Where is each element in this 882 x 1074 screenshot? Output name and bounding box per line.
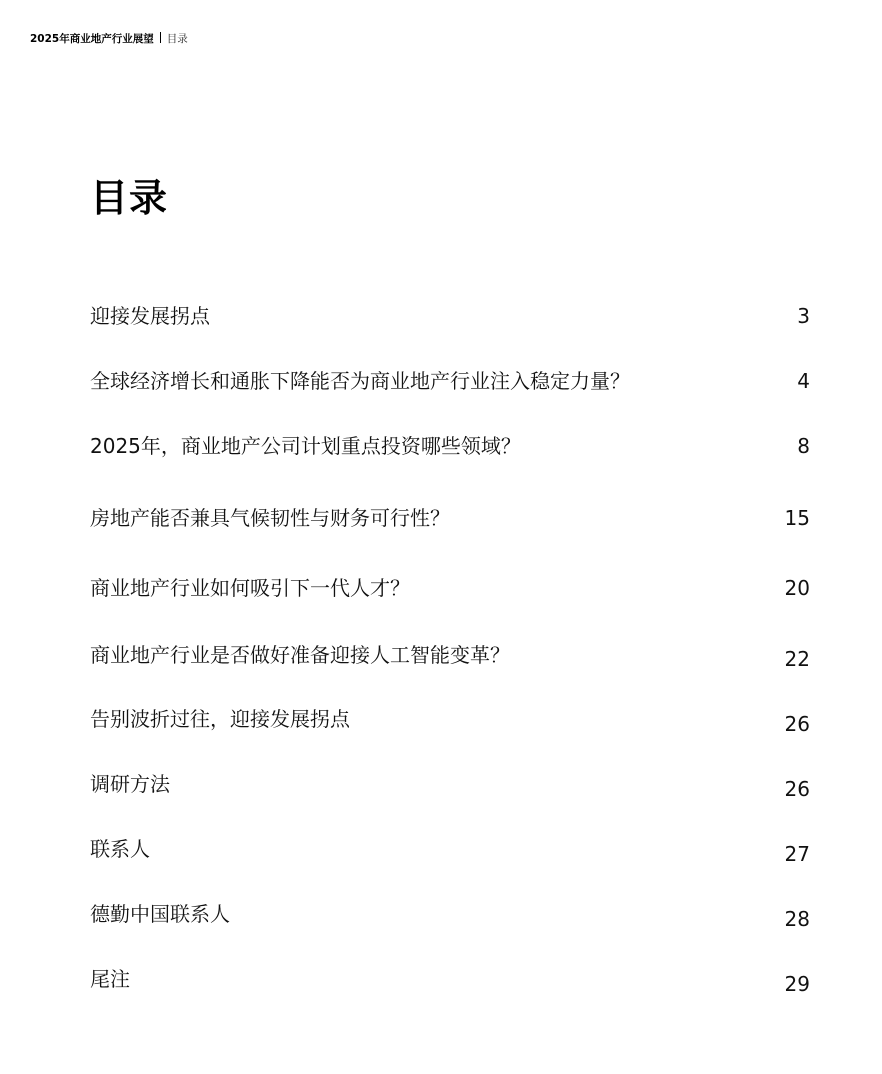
toc-entry-title[interactable]: 联系人 <box>90 837 150 861</box>
toc-entry-title[interactable]: 全球经济增长和通胀下降能否为商业地产行业注入稳定力量？ <box>90 369 630 393</box>
toc-entry[interactable] <box>90 641 810 681</box>
section-name: 目录 <box>166 33 188 45</box>
toc-entry[interactable] <box>90 900 810 940</box>
toc-entry[interactable] <box>90 965 810 1005</box>
toc-entry-title[interactable]: 告别波折过往，迎接发展拐点 <box>90 707 350 731</box>
toc-entry-page[interactable]: 3 <box>797 304 810 328</box>
toc-entry-page[interactable]: 15 <box>784 506 810 530</box>
toc-entry[interactable] <box>90 705 810 745</box>
toc-entry[interactable] <box>90 835 810 875</box>
toc-entry[interactable] <box>90 574 810 614</box>
toc-entry[interactable] <box>90 504 810 544</box>
toc-entry[interactable] <box>90 432 810 472</box>
toc-entry-title[interactable]: 2025年，商业地产公司计划重点投资哪些领域？ <box>90 434 521 458</box>
toc-entry[interactable] <box>90 367 810 407</box>
toc-entry-page[interactable]: 20 <box>784 576 810 600</box>
header-divider <box>160 32 161 43</box>
toc-entry-title[interactable]: 商业地产行业如何吸引下一代人才？ <box>90 576 410 600</box>
toc-entry-title[interactable]: 调研方法 <box>90 772 170 796</box>
toc-entry-title[interactable]: 商业地产行业是否做好准备迎接人工智能变革？ <box>90 643 510 667</box>
toc-entry-page[interactable]: 8 <box>797 434 810 458</box>
toc-entry-title[interactable]: 迎接发展拐点 <box>90 304 210 328</box>
toc-entry[interactable] <box>90 302 810 342</box>
toc-entry-page[interactable]: 26 <box>784 777 810 801</box>
toc-entry-title[interactable]: 尾注 <box>90 967 130 991</box>
toc-entry-page[interactable]: 22 <box>784 647 810 671</box>
toc-entry-page[interactable]: 28 <box>784 907 810 931</box>
running-header <box>30 32 188 46</box>
toc-entry-page[interactable]: 26 <box>784 712 810 736</box>
toc-entry-page[interactable]: 29 <box>784 972 810 996</box>
toc-entry-title[interactable]: 房地产能否兼具气候韧性与财务可行性？ <box>90 506 450 530</box>
document-title: 2025年商业地产行业展望 <box>30 33 154 45</box>
toc-entry-title[interactable]: 德勤中国联系人 <box>90 902 230 926</box>
toc-entry-page[interactable]: 27 <box>784 842 810 866</box>
toc-entry[interactable] <box>90 770 810 810</box>
toc-entry-page[interactable]: 4 <box>797 369 810 393</box>
page-title: 目录 <box>90 176 169 220</box>
